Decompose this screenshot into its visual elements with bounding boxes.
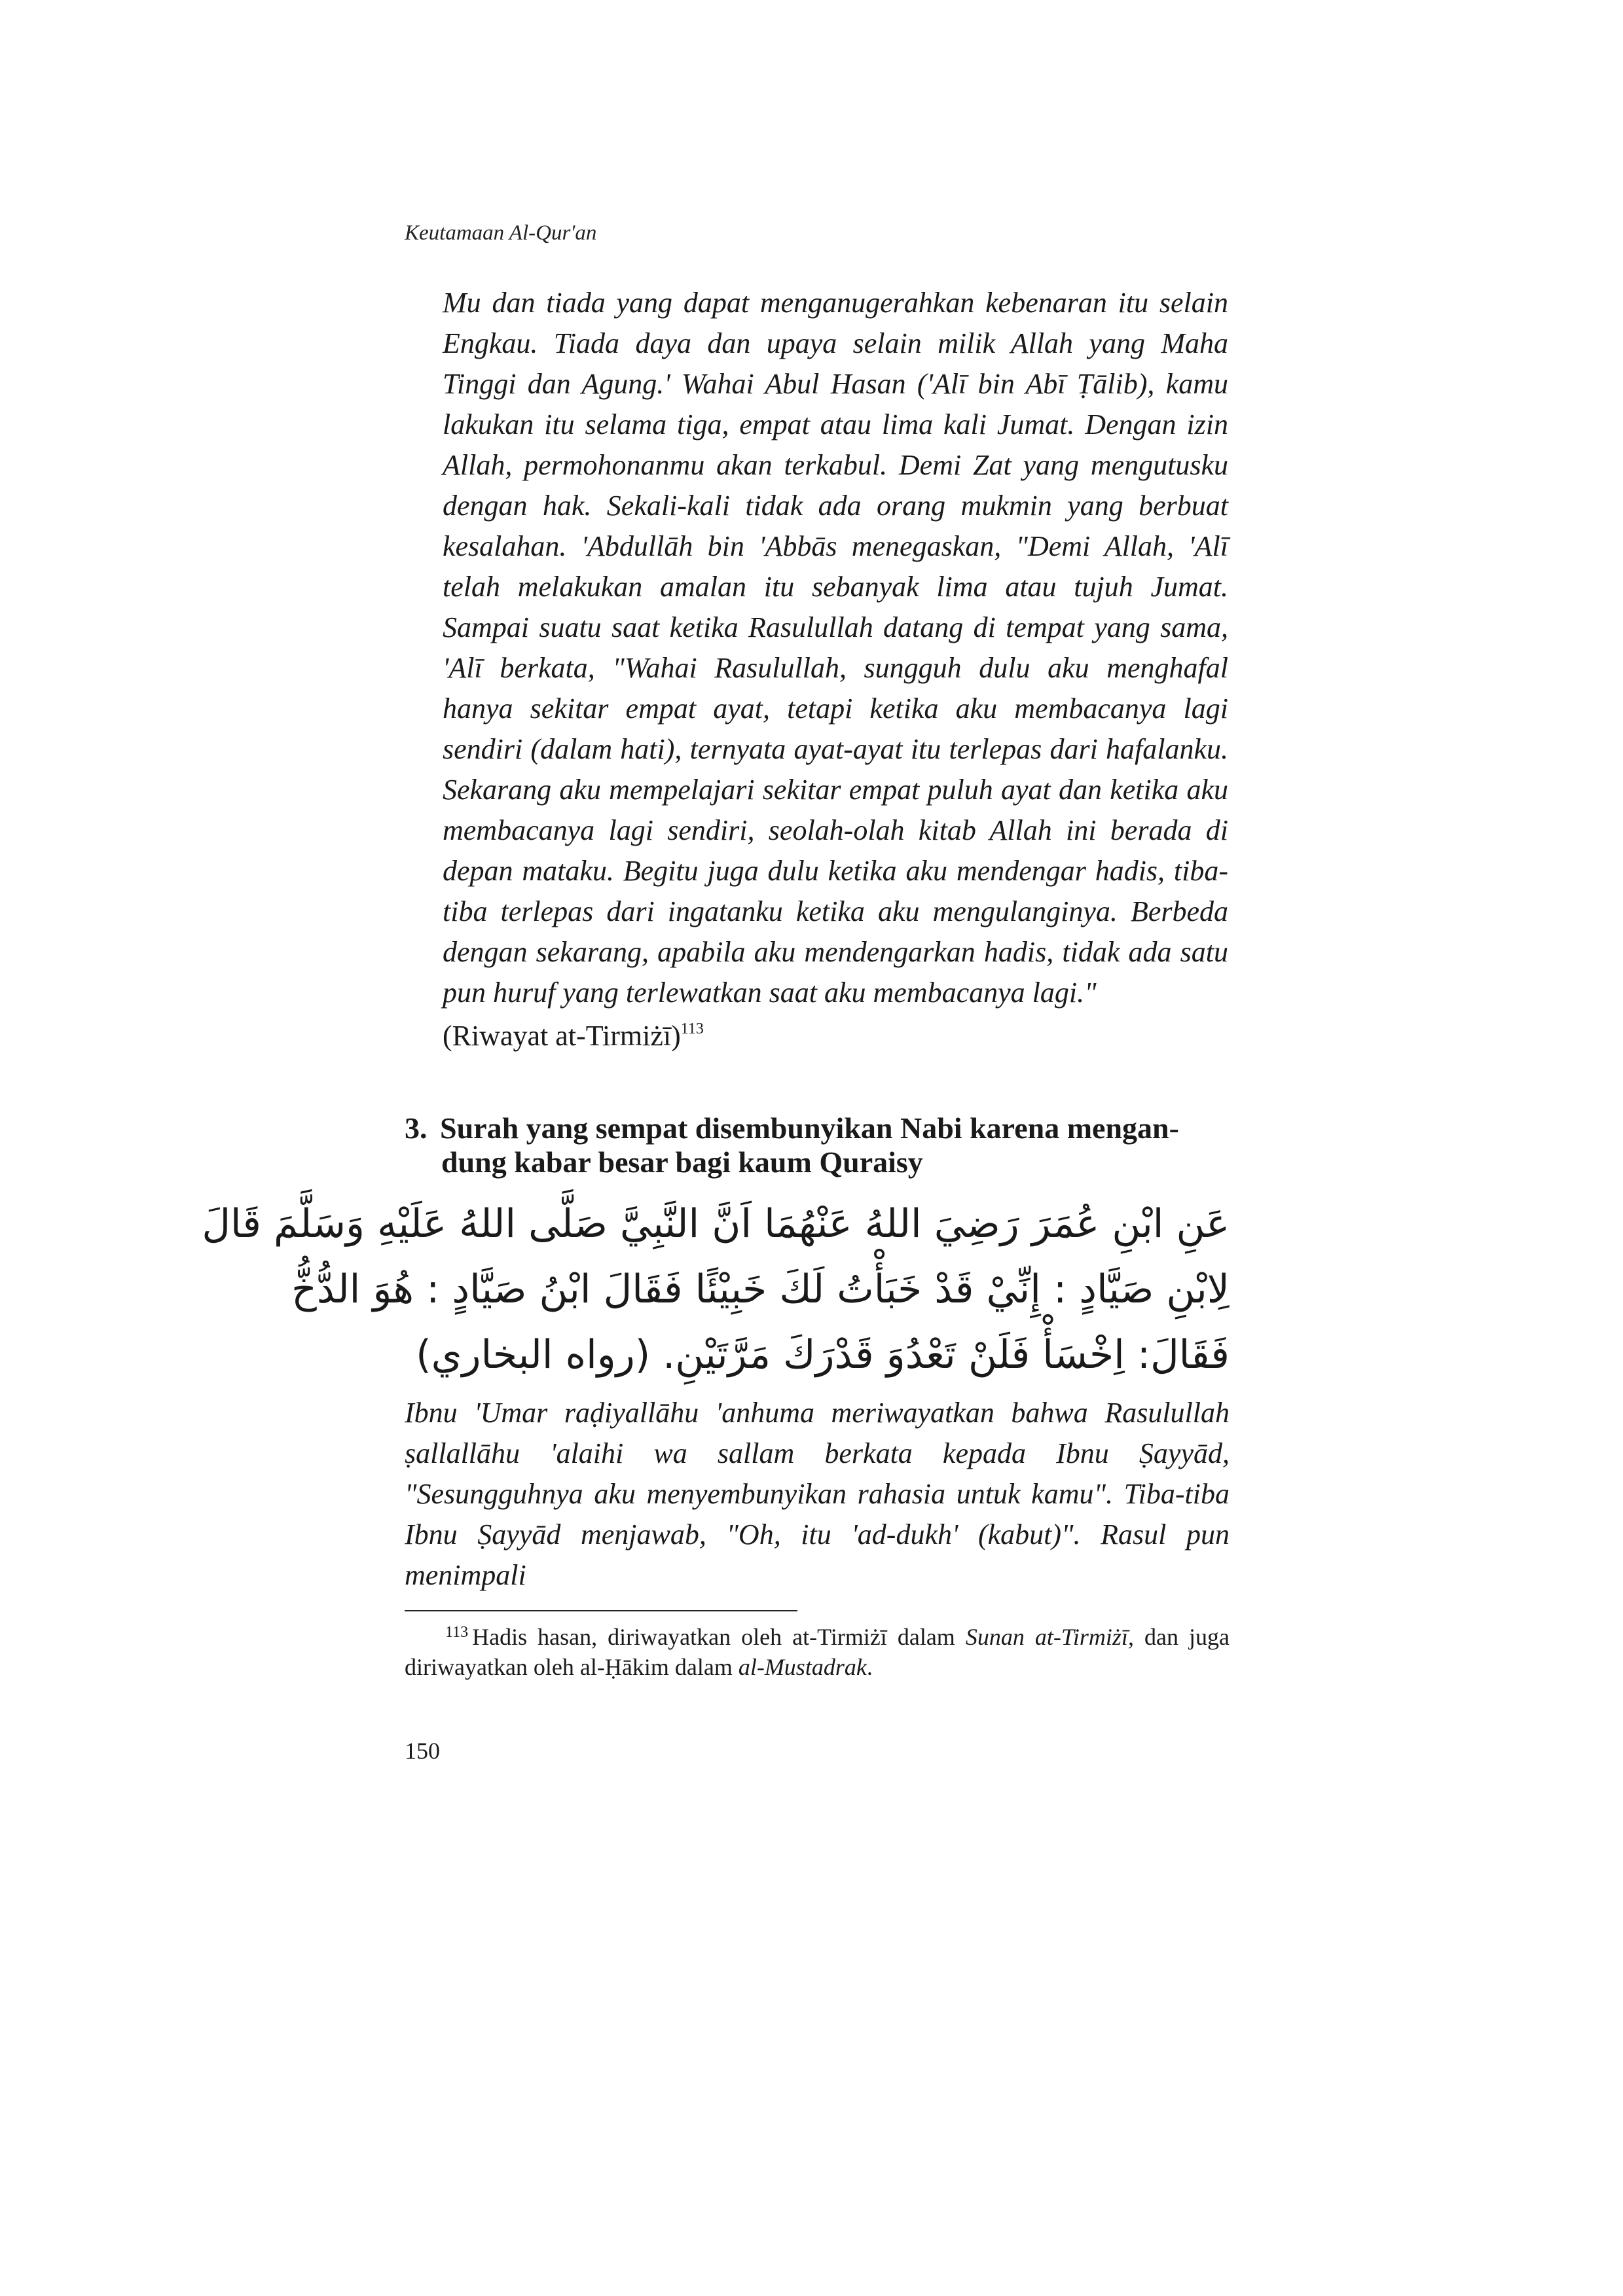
section-number: 3. [405, 1111, 428, 1145]
running-header: Keutamaan Al-Qur'an [405, 221, 597, 245]
hadith-source [443, 1016, 1228, 1056]
footnote-text-end: . [866, 1654, 873, 1680]
section-title-line1: Surah yang sempat disembunyikan Nabi karena mengan- [440, 1111, 1179, 1145]
footnote-book-1: Sunan at-Tirmiżī [965, 1624, 1128, 1650]
footnote-text-before: Hadis hasan, diriwayatkan oleh at-Tirmiżī dalam [472, 1624, 966, 1650]
footnote-ref[interactable]: 113 [680, 1020, 704, 1037]
arabic-line-2: لِابْنِ صَيَّادٍ : إِنِّيْ قَدْ خَبَأْتُ لَكَ خَبِيْئًا فَقَالَ ابْنُ صَيَّادٍ : هُوَ الدُّخُّ [291, 1266, 1230, 1312]
hadith-quote-text: Mu dan tiada yang dapat menganugerahkan kebenaran itu selain Engkau. Tiada daya dan upaya selain milik Allah yang Maha Tinggi dan Agung.' Wahai Abul Hasan ('Alī bin Abī Ṭālib), kamu lakukan itu selama tiga, empat atau lima kali Jumat. Dengan izin Allah, permohonanmu akan terkabul. Demi Zat yang mengutusku dengan hak. Sekali-kali tidak ada orang mukmin yang berbuat kesalahan. 'Abdullāh bin 'Abbās menegaskan, "Demi Allah, 'Alī telah melakukan amalan itu sebanyak lima atau tujuh Jumat. Sampai suatu saat ketika Rasulullah datang di tempat yang sama, 'Alī berkata, "Wahai Rasulullah, sungguh dulu aku menghafal hanya sekitar empat ayat, tetapi ketika aku membacanya lagi sendiri (dalam hati), ternyata ayat-ayat itu terlepas dari hafalanku. Sekarang aku mempelajari sekitar empat puluh ayat dan ketika aku membacanya lagi sendiri, seolah-olah kitab Allah ini berada di depan mataku. Begitu juga dulu ketika aku mendengar hadis, tiba-tiba terlepas dari ingatanku ketika aku mengulanginya. Berbeda dengan sekarang, apabila aku mendengarkan hadis, tidak ada satu pun huruf yang terlewatkan saat aku membacanya lagi." [443, 287, 1228, 1009]
footnote-text-middle: , dan juga diriwayatkan oleh al-Ḥākim dalam [405, 1624, 1230, 1680]
translation-text: Ibnu 'Umar raḍiyallāhu 'anhuma meriwayatkan bahwa Rasulullah ṣallallāhu 'alaihi wa sallam berkata kepada Ibnu Ṣayyād, "Sesungguhnya aku menyembunyikan rahasia untuk kamu". Tiba-tiba Ibnu Ṣayyād menjawab, "Oh, itu 'ad-dukh' (kabut)". Rasul pun menimpali [405, 1397, 1230, 1591]
arabic-line-1: عَنِ ابْنِ عُمَرَ رَضِيَ اللهُ عَنْهُمَا اَنَّ النَّبِيَّ صَلَّى اللهُ عَلَيْهِ وَسَلَّمَ قَالَ [202, 1201, 1230, 1247]
section-title-line2: dung kabar besar bagi kaum Quraisy [441, 1145, 923, 1179]
hadith-quote-block [443, 283, 1228, 1056]
section-heading [405, 1111, 1230, 1179]
footnote-divider [405, 1610, 797, 1611]
arabic-line-3: فَقَالَ: اِخْسَأْ فَلَنْ تَعْدُوَ قَدْرَكَ مَرَّتَيْنِ. (رواه البخاري) [416, 1332, 1230, 1378]
footnote-number: 113 [445, 1624, 469, 1641]
source-label: (Riwayat at-Tirmiżī) [443, 1020, 681, 1052]
footnote [405, 1622, 1230, 1682]
arabic-hadith [202, 1191, 1230, 1388]
hadith-translation [405, 1393, 1230, 1596]
footnote-book-2: al-Mustadrak [738, 1654, 867, 1680]
page-number: 150 [405, 1738, 440, 1764]
